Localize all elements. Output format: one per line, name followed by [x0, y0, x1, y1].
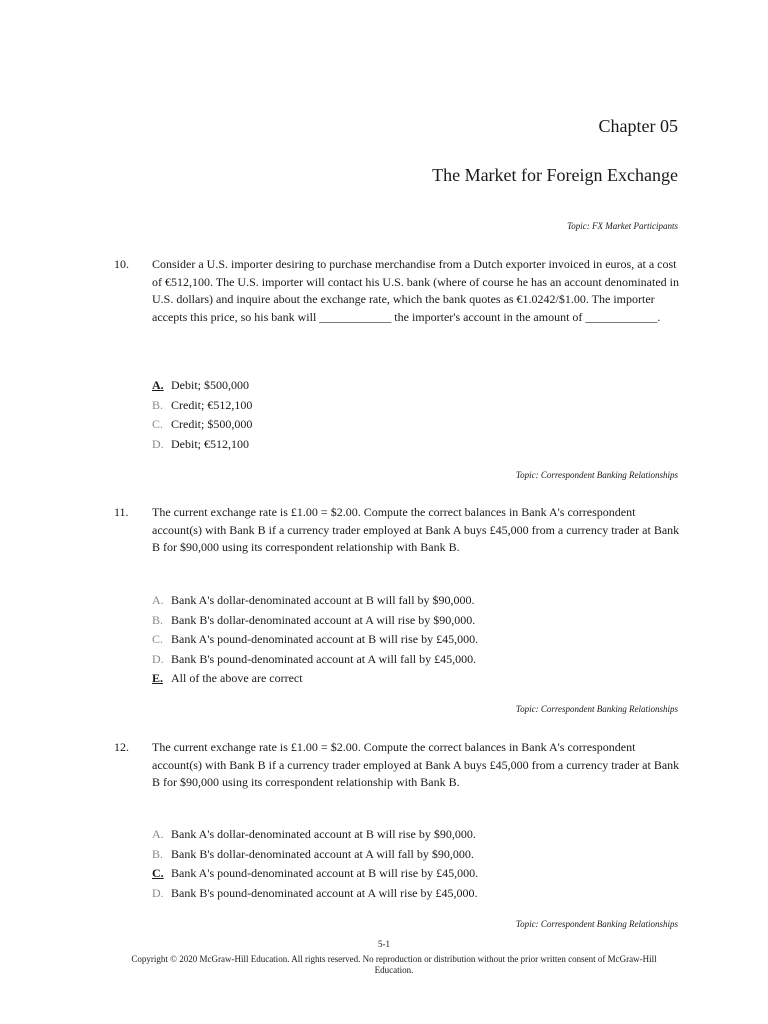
answer-option [152, 415, 252, 435]
option-letter: B. [152, 612, 164, 627]
option-text: Bank A's pound-denominated account at B will rise by £45,000. [171, 866, 479, 880]
answer-option [152, 376, 252, 396]
answer-option [152, 396, 252, 416]
question-12 [114, 739, 680, 792]
answer-option [152, 591, 478, 611]
topic-label: Topic: Correspondent Banking Relationships [515, 919, 678, 929]
option-letter: A. [152, 827, 164, 841]
option-letter: D. [152, 436, 164, 451]
answer-option [152, 864, 478, 884]
page-title: The Market for Foreign Exchange [432, 165, 678, 185]
answer-option [152, 611, 478, 631]
answer-option [152, 630, 478, 650]
option-letter: C. [152, 632, 164, 646]
question-text: Consider a U.S. importer desiring to purchase merchandise from a Dutch exporter invoiced in euros, at a cost of €512,100. The U.S. importer will contact his U.S. bank (where of course he has an account denominated in U.S. dollars) and inquire about the exchange rate, which the bank quotes as €1.0242/$1.00. The importer accepts this price, so his bank will ____________ the importer's account in the amount of ____________. [152, 257, 679, 324]
answer-option [152, 884, 478, 904]
copyright-notice: Copyright © 2020 McGraw-Hill Education. All rights reserved. No reproduction or distribution without the prior written consent of McGraw-Hill Education. [131, 954, 657, 975]
answer-options [152, 591, 478, 689]
option-text: Credit; €512,100 [171, 397, 253, 412]
page-number: 5-1 [378, 939, 390, 949]
chapter-heading: Chapter 05 [598, 116, 678, 136]
question-text: The current exchange rate is £1.00 = $2.00. Compute the correct balances in Bank A's correspondent account(s) with Bank B if a currency trader employed at Bank A buys £45,000 from a currency trader at Bank B for $90,000 using its correspondent relationship with Bank B. [152, 505, 680, 554]
question-number: 10. [114, 257, 129, 271]
option-text: Bank B's pound-denominated account at A will rise by £45,000. [171, 885, 478, 900]
option-letter: A. [152, 593, 164, 607]
answer-option [152, 435, 252, 455]
answer-options [152, 825, 478, 903]
option-letter: D. [152, 885, 164, 900]
option-letter: C. [152, 417, 164, 431]
topic-label: Topic: Correspondent Banking Relationships [515, 704, 678, 714]
option-text: Bank A's dollar-denominated account at B will fall by $90,000. [171, 593, 475, 607]
option-letter: D. [152, 651, 164, 666]
option-text: Bank A's dollar-denominated account at B will rise by $90,000. [171, 827, 476, 841]
question-10 [114, 256, 680, 326]
option-letter: B. [152, 846, 164, 861]
answer-options [152, 376, 252, 454]
question-text: The current exchange rate is £1.00 = $2.00. Compute the correct balances in Bank A's correspondent account(s) with Bank B if a currency trader employed at Bank A buys £45,000 from a currency trader at Bank B for $90,000 using its correspondent relationship with Bank B. [152, 740, 680, 789]
option-text: Debit; $500,000 [171, 378, 249, 392]
option-text: Debit; €512,100 [171, 436, 249, 451]
answer-option [152, 669, 478, 689]
question-number: 12. [114, 740, 129, 754]
option-letter: B. [152, 397, 164, 412]
option-text: Bank B's pound-denominated account at A will fall by £45,000. [171, 651, 477, 666]
answer-option [152, 825, 478, 845]
option-text: All of the above are correct [171, 671, 303, 685]
topic-label: Topic: Correspondent Banking Relationships [515, 470, 678, 480]
question-11 [114, 504, 680, 557]
option-text: Bank B's dollar-denominated account at A will fall by $90,000. [171, 846, 474, 861]
option-letter-correct: C. [152, 866, 164, 880]
topic-label: Topic: FX Market Participants [567, 221, 678, 231]
option-letter-correct: E. [152, 671, 164, 685]
question-number: 11. [114, 505, 129, 519]
option-text: Bank A's pound-denominated account at B will rise by £45,000. [171, 632, 479, 646]
answer-option [152, 845, 478, 865]
answer-option [152, 650, 478, 670]
option-text: Credit; $500,000 [171, 417, 253, 431]
option-letter-correct: A. [152, 378, 164, 392]
option-text: Bank B's dollar-denominated account at A will rise by $90,000. [171, 612, 476, 627]
